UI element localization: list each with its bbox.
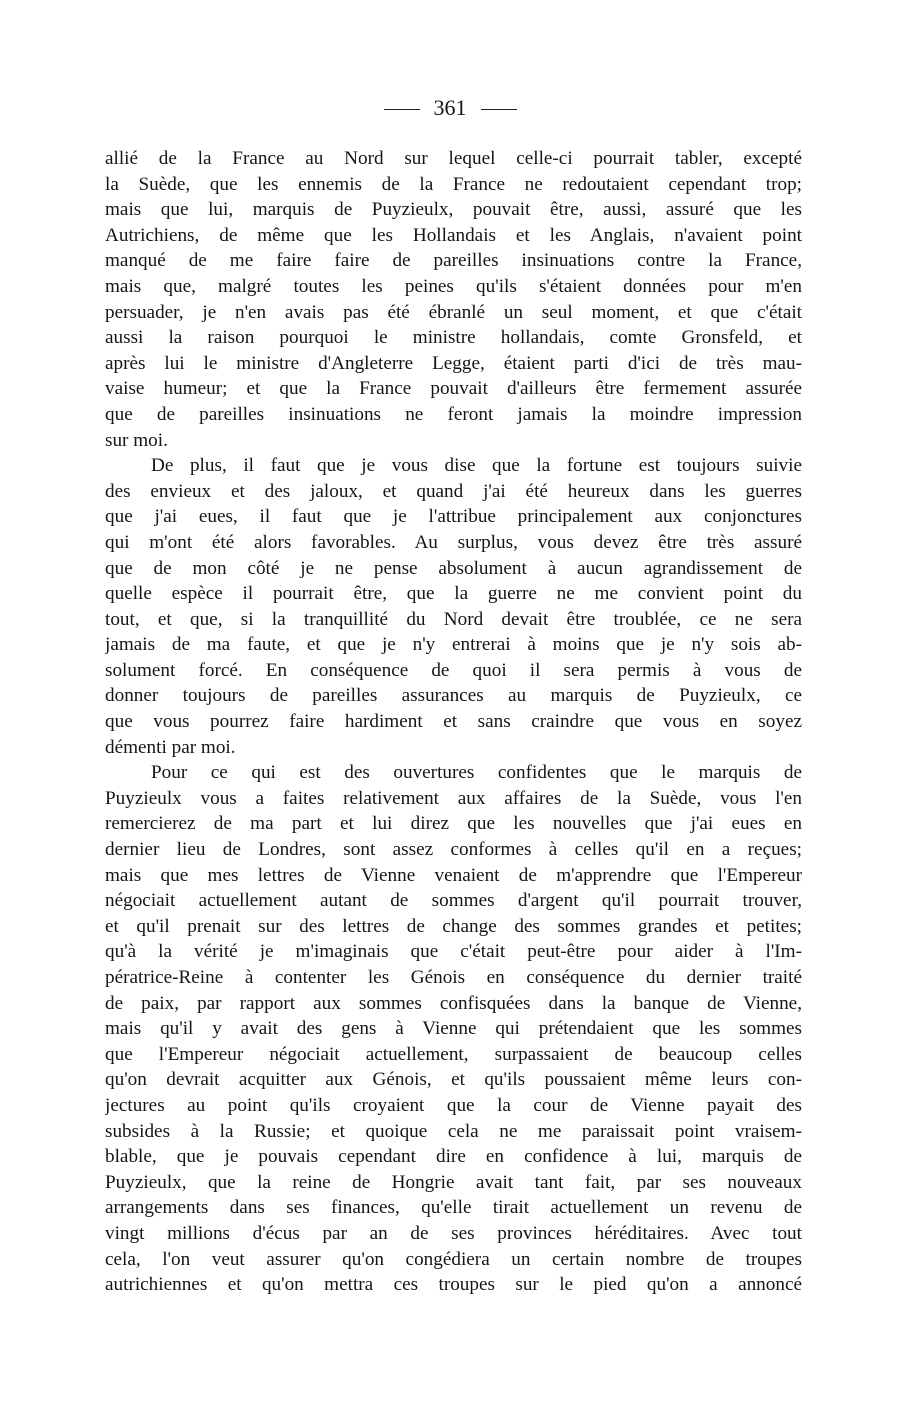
text-line: mais que mes lettres de Vienne venaient de m'apprendre que l'Empereur	[105, 864, 802, 886]
text-line: sur moi.	[105, 429, 168, 451]
text-line: arrangements dans ses finances, qu'elle tirait actuellement un revenu de	[105, 1197, 802, 1219]
text-line: de paix, par rapport aux sommes confisquées dans la banque de Vienne,	[105, 992, 802, 1014]
text-line: Autrichiens, de même que les Hollandais et les Anglais, n'avaient point	[105, 224, 802, 246]
text-line: remercierez de ma part et lui direz que les nouvelles que j'ai eues en	[105, 813, 802, 835]
text-line: cela, l'on veut assurer qu'on congédiera un certain nombre de troupes	[105, 1248, 802, 1270]
text-line: autrichiennes et qu'on mettra ces troupes sur le pied qu'on a annoncé	[105, 1274, 802, 1296]
text-line: subsides à la Russie; et quoique cela ne me paraissait point vraisem-	[105, 1120, 802, 1142]
text-line: tout, et que, si la tranquillité du Nord devait être troublée, ce ne sera	[105, 608, 802, 630]
text-line: qu'on devrait acquitter aux Génois, et qu'ils poussaient même leurs con-	[105, 1069, 802, 1091]
text-line: que de pareilles insinuations ne feront jamais la moindre impression	[105, 403, 802, 425]
body-text	[105, 146, 802, 1298]
text-line: la Suède, que les ennemis de la France ne redoutaient cependant trop;	[105, 173, 802, 195]
text-line: blable, que je pouvais cependant dire en confidence à lui, marquis de	[105, 1146, 802, 1168]
text-line: des envieux et des jaloux, et quand j'ai été heureux dans les guerres	[105, 480, 802, 502]
text-line: que j'ai eues, il faut que je l'attribue principalement aux conjonctures	[105, 506, 802, 528]
text-line: vingt millions d'écus par an de ses provinces héréditaires. Avec tout	[105, 1222, 802, 1244]
text-line: solument forcé. En conséquence de quoi il sera permis à vous de	[105, 659, 802, 681]
text-line: démenti par moi.	[105, 736, 236, 758]
text-line: mais qu'il y avait des gens à Vienne qui prétendaient que les sommes	[105, 1018, 802, 1040]
text-line: et qu'il prenait sur des lettres de change des sommes grandes et petites;	[105, 915, 802, 937]
paragraph	[105, 760, 802, 1297]
text-line: allié de la France au Nord sur lequel celle-ci pourrait tabler, excepté	[105, 148, 802, 169]
text-line: jectures au point qu'ils croyaient que la cour de Vienne payait des	[105, 1094, 802, 1116]
text-line: manqué de me faire faire de pareilles insinuations contre la France,	[105, 250, 802, 272]
text-line: vaise humeur; et que la France pouvait d'ailleurs être fermement assurée	[105, 378, 802, 400]
text-line: négociait actuellement autant de sommes d'argent qu'il pourrait trouver,	[105, 890, 802, 912]
text-line: qui m'ont été alors favorables. Au surplus, vous devez être très assuré	[105, 531, 802, 553]
text-line: persuader, je n'en avais pas été ébranlé un seul moment, et que c'était	[105, 301, 802, 323]
text-line: Puyzieulx, que la reine de Hongrie avait tant fait, par ses nouveaux	[105, 1171, 802, 1193]
text-line: jamais de ma faute, et que je n'y entrerai à moins que je n'y sois ab-	[105, 634, 802, 656]
header-rule-left	[384, 109, 420, 110]
text-line: Pour ce qui est des ouvertures confidentes que le marquis de	[151, 762, 802, 784]
text-line: mais que, malgré toutes les peines qu'ils s'étaient données pour m'en	[105, 275, 802, 297]
text-line: aussi la raison pourquoi le ministre hollandais, comte Gronsfeld, et	[105, 327, 802, 349]
paragraph	[105, 453, 802, 760]
text-line: que vous pourrez faire hardiment et sans craindre que vous en soyez	[105, 711, 802, 733]
text-line: De plus, il faut que je vous dise que la fortune est toujours suivie	[151, 455, 802, 477]
text-line: après lui le ministre d'Angleterre Legge, étaient parti d'ici de très mau-	[105, 352, 802, 374]
page-number: 361	[433, 95, 467, 120]
text-line: que de mon côté je ne pense absolument à aucun agrandissement de	[105, 557, 802, 579]
page-header	[0, 94, 900, 122]
text-line: dernier lieu de Londres, sont assez conformes à celles qu'il en a reçues;	[105, 839, 802, 861]
text-line: quelle espèce il pourrait être, que la guerre ne me convient point du	[105, 583, 802, 605]
header-rule-right	[481, 109, 517, 110]
paragraph	[105, 146, 802, 453]
text-line: Puyzieulx vous a faites relativement aux affaires de la Suède, vous l'en	[105, 787, 802, 809]
text-line: mais que lui, marquis de Puyzieulx, pouvait être, aussi, assuré que les	[105, 199, 802, 221]
text-line: pératrice-Reine à contenter les Génois en conséquence du dernier traité	[105, 967, 802, 988]
text-line: donner toujours de pareilles assurances au marquis de Puyzieulx, ce	[105, 685, 802, 707]
text-line: que l'Empereur négociait actuellement, surpassaient de beaucoup celles	[105, 1043, 802, 1065]
text-line: qu'à la vérité je m'imaginais que c'était peut-être pour aider à l'Im-	[105, 941, 802, 963]
